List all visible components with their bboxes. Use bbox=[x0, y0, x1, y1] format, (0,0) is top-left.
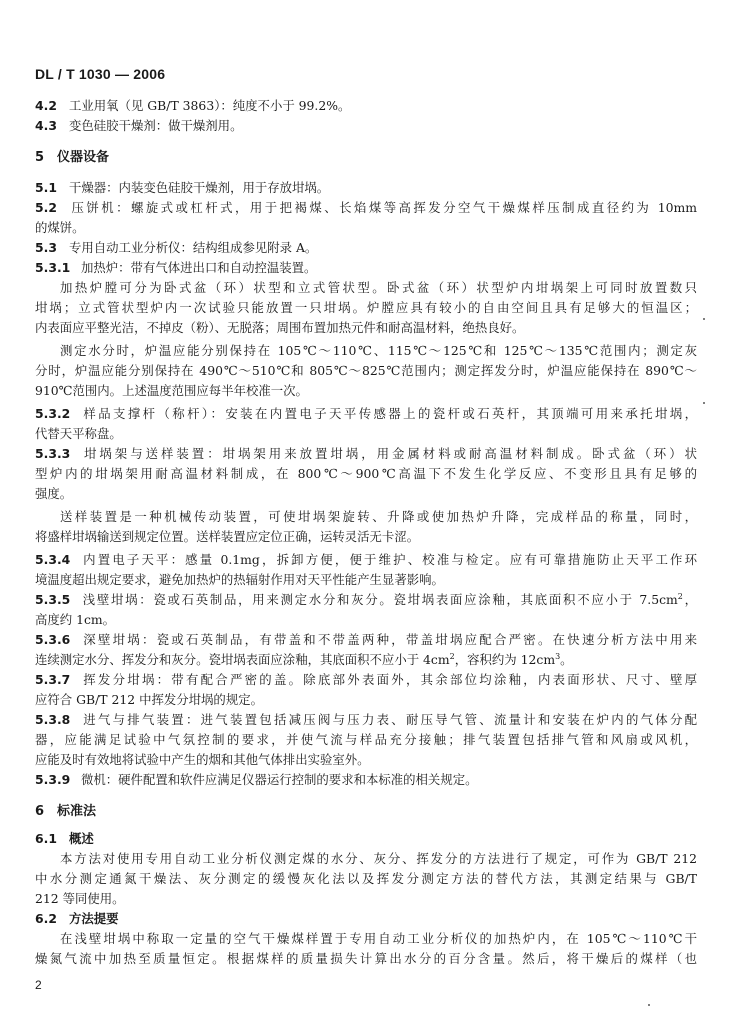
section-title: 标准法 bbox=[57, 804, 97, 819]
clause-5-3-1-para-2-line-2: 分时，炉温应能分别保持在 490℃～510℃和 805℃～825℃范围内；测定挥发分时，炉温应能保持在 890℃～ bbox=[35, 363, 697, 378]
clause-number: 5.3.5 bbox=[35, 592, 71, 607]
clause-number: 5.3.6 bbox=[35, 632, 71, 647]
clause-number: 5.3.7 bbox=[35, 672, 71, 687]
clause-5-3-3-line-1 bbox=[35, 444, 697, 464]
clause-5-3-5-line-2: 高度约 1cm。 bbox=[35, 612, 116, 627]
clause-title: 概述 bbox=[69, 831, 94, 846]
clause-text-end: 。 bbox=[560, 652, 573, 667]
clause-6-1-heading bbox=[35, 829, 697, 849]
clause-5-2-line-1 bbox=[35, 198, 697, 218]
clause-5-3-7-line-1 bbox=[35, 670, 697, 690]
section-5-heading bbox=[35, 148, 109, 168]
clause-4-2 bbox=[35, 96, 697, 116]
clause-text: 微机：硬件配置和软件应满足仪器运行控制的要求和本标准的相关规定。 bbox=[81, 772, 478, 787]
clause-text: 浅壁坩埚：瓷或石英制品，用来测定水分和灰分。瓷坩埚表面应涂釉，其底面积不应小于 7.5cm bbox=[81, 592, 678, 607]
clause-5-3-3-line-3: 强度。 bbox=[35, 486, 73, 501]
clause-number: 5.2 bbox=[35, 200, 57, 215]
clause-text: ，容积约为 12cm bbox=[454, 652, 556, 667]
page-number: 2 bbox=[35, 978, 42, 992]
clause-text: 专用自动工业分析仪：结构组成参见附录 A。 bbox=[69, 240, 318, 255]
clause-text: 坩埚架与送样装置：坩埚架用来放置坩埚，用金属材料或耐高温材料制成。卧式盆（环）状 bbox=[81, 446, 697, 461]
clause-number: 5.3.4 bbox=[35, 552, 71, 567]
clause-5-3 bbox=[35, 238, 697, 258]
clause-number: 5.3.2 bbox=[35, 406, 71, 421]
clause-number: 6.1 bbox=[35, 831, 57, 846]
clause-number: 5.1 bbox=[35, 180, 57, 195]
clause-text-end: ， bbox=[682, 592, 697, 607]
clause-number: 6.2 bbox=[35, 911, 57, 926]
clause-5-3-3-para-line-1: 送样装置是一种机械传动装置，可使坩埚架旋转、升降或使加热炉升降，完成样品的称量，同时， bbox=[60, 509, 697, 524]
clause-number: 5.3.9 bbox=[35, 772, 71, 787]
clause-text: 进气与排气装置：进气装置包括减压阀与压力表、耐压导气管、流量计和安装在炉内的气体分配 bbox=[81, 712, 697, 727]
clause-5-3-2-line-2: 代替天平称盘。 bbox=[35, 426, 122, 441]
clause-text: 干燥器：内装变色硅胶干燥剂，用于存放坩埚。 bbox=[69, 180, 330, 195]
clause-6-2-line-1: 在浅壁坩埚中称取一定量的空气干燥煤样置于专用自动工业分析仪的加热炉内，在 105℃～110℃干 bbox=[60, 931, 697, 946]
section-6-heading bbox=[35, 802, 96, 822]
clause-5-3-2-line-1 bbox=[35, 404, 697, 424]
clause-text: 挥发分坩埚：带有配合严密的盖。除底部外表面外，其余部位均涂釉，内表面形状、尺寸、壁厚 bbox=[81, 672, 697, 687]
clause-text: 加热炉：带有气体进出口和自动控温装置。 bbox=[81, 260, 317, 275]
clause-number: 5.3 bbox=[35, 240, 57, 255]
clause-text: 样品支撑杆（称杆）：安装在内置电子天平传感器上的瓷杆或石英杆，其顶端可用来承托坩埚， bbox=[81, 406, 697, 421]
clause-4-3 bbox=[35, 116, 697, 136]
clause-5-3-1-line-1 bbox=[35, 258, 697, 278]
clause-5-3-7-line-2: 应符合 GB/T 212 中挥发分坩埚的规定。 bbox=[35, 692, 263, 707]
clause-text: 工业用氧（见 GB/T 3863）：纯度不小于 99.2%。 bbox=[69, 98, 351, 113]
clause-text: 深壁坩埚：瓷或石英制品，有带盖和不带盖两种，带盖坩埚应配合严密。在快速分析方法中用来 bbox=[81, 632, 697, 647]
clause-6-1-line-3: 212 等同使用。 bbox=[35, 891, 125, 906]
clause-text: 压饼机：螺旋式或杠杆式，用于把褐煤、长焰煤等高挥发分空气干燥煤样压制成直径约为 10mm bbox=[69, 200, 697, 215]
clause-text: 连续测定水分、挥发分和灰分。瓷坩埚表面应涂釉，其底面积不应小于 4cm bbox=[35, 652, 450, 667]
clause-5-3-6-line-2 bbox=[35, 650, 697, 670]
superscript: 2 bbox=[677, 592, 683, 601]
clause-5-1 bbox=[35, 178, 697, 198]
clause-6-1-line-1: 本方法对使用专用自动工业分析仪测定煤的水分、灰分、挥发分的方法进行了规定，可作为 GB/T 212 bbox=[60, 851, 697, 866]
clause-title: 方法提要 bbox=[69, 911, 119, 926]
clause-5-3-8-line-1 bbox=[35, 710, 697, 730]
clause-text: 内置电子天平：感量 0.1mg，拆卸方便，便于维护、校准与检定。应有可靠措施防止天平工作环 bbox=[81, 552, 697, 567]
clause-5-3-1-para-1-line-3: 内表面应平整光洁，不掉皮（粉）、无脱落；周围布置加热元件和耐高温材料，绝热良好。 bbox=[35, 320, 525, 335]
clause-number: 4.2 bbox=[35, 98, 57, 113]
clause-5-3-8-line-3: 应能及时有效地将试验中产生的烟和其他气体排出实验室外。 bbox=[35, 752, 370, 767]
clause-6-2-heading bbox=[35, 909, 697, 929]
superscript: 2 bbox=[449, 652, 455, 661]
clause-5-3-8-line-2: 器，应能满足试验中气氛控制的要求，并使气流与样品充分接触；排气装置包括排气管和风扇或风机， bbox=[35, 732, 697, 747]
clause-5-3-1-para-2-line-3: 910℃范围内。上述温度范围应每半年校准一次。 bbox=[35, 383, 308, 398]
clause-5-3-6-line-1 bbox=[35, 630, 697, 650]
clause-5-3-1-para-2-line-1: 测定水分时，炉温应能分别保持在 105℃～110℃、115℃～125℃和 125℃～135℃范围内；测定灰 bbox=[60, 343, 697, 358]
scan-speck bbox=[703, 318, 705, 320]
clause-5-3-3-line-2: 型炉内的坩埚架用耐高温材料制成，在 800℃～900℃高温下不发生化学反应、不变形且具有足够的 bbox=[35, 466, 697, 481]
superscript: 3 bbox=[555, 652, 561, 661]
clause-5-3-9 bbox=[35, 770, 697, 790]
clause-6-1-line-2: 中水分测定通氮干燥法、灰分测定的缓慢灰化法以及挥发分测定方法的替代方法，其测定结果与 GB/T bbox=[35, 871, 697, 886]
clause-5-3-1-para-1-line-1: 加热炉膛可分为卧式盆（环）状型和立式管状型。卧式盆（环）状型炉内坩埚架上可同时放置数只 bbox=[60, 280, 697, 295]
section-title: 仪器设备 bbox=[57, 150, 110, 165]
clause-number: 5.3.8 bbox=[35, 712, 71, 727]
section-number: 6 bbox=[35, 804, 45, 819]
clause-5-3-3-para-line-2: 将盛样坩埚输送到规定位置。送样装置应定位正确，运转灵活无卡涩。 bbox=[35, 529, 420, 544]
document-header-id: DL / T 1030 — 2006 bbox=[35, 66, 166, 82]
scan-speck bbox=[648, 1004, 650, 1006]
clause-5-3-5-line-1 bbox=[35, 590, 697, 610]
clause-number: 4.3 bbox=[35, 118, 57, 133]
clause-5-3-1-para-1-line-2: 坩埚；立式管状型炉内一次试验只能放置一只坩埚。炉膛应具有较小的自由空间且具有足够大的恒温区； bbox=[35, 300, 697, 315]
scan-speck bbox=[703, 402, 705, 404]
clause-5-3-4-line-2: 境温度超出规定要求，避免加热炉的热辐射作用对天平性能产生显著影响。 bbox=[35, 572, 444, 587]
clause-5-2-line-2: 的煤饼。 bbox=[35, 220, 85, 235]
clause-number: 5.3.1 bbox=[35, 260, 71, 275]
clause-6-2-line-2: 燥氮气流中加热至质量恒定。根据煤样的质量损失计算出水分的百分含量。然后，将干燥后的煤样（也 bbox=[35, 951, 697, 966]
clause-5-3-4-line-1 bbox=[35, 550, 697, 570]
section-number: 5 bbox=[35, 150, 45, 165]
clause-number: 5.3.3 bbox=[35, 446, 71, 461]
clause-text: 变色硅胶干燥剂：做干燥剂用。 bbox=[69, 118, 243, 133]
